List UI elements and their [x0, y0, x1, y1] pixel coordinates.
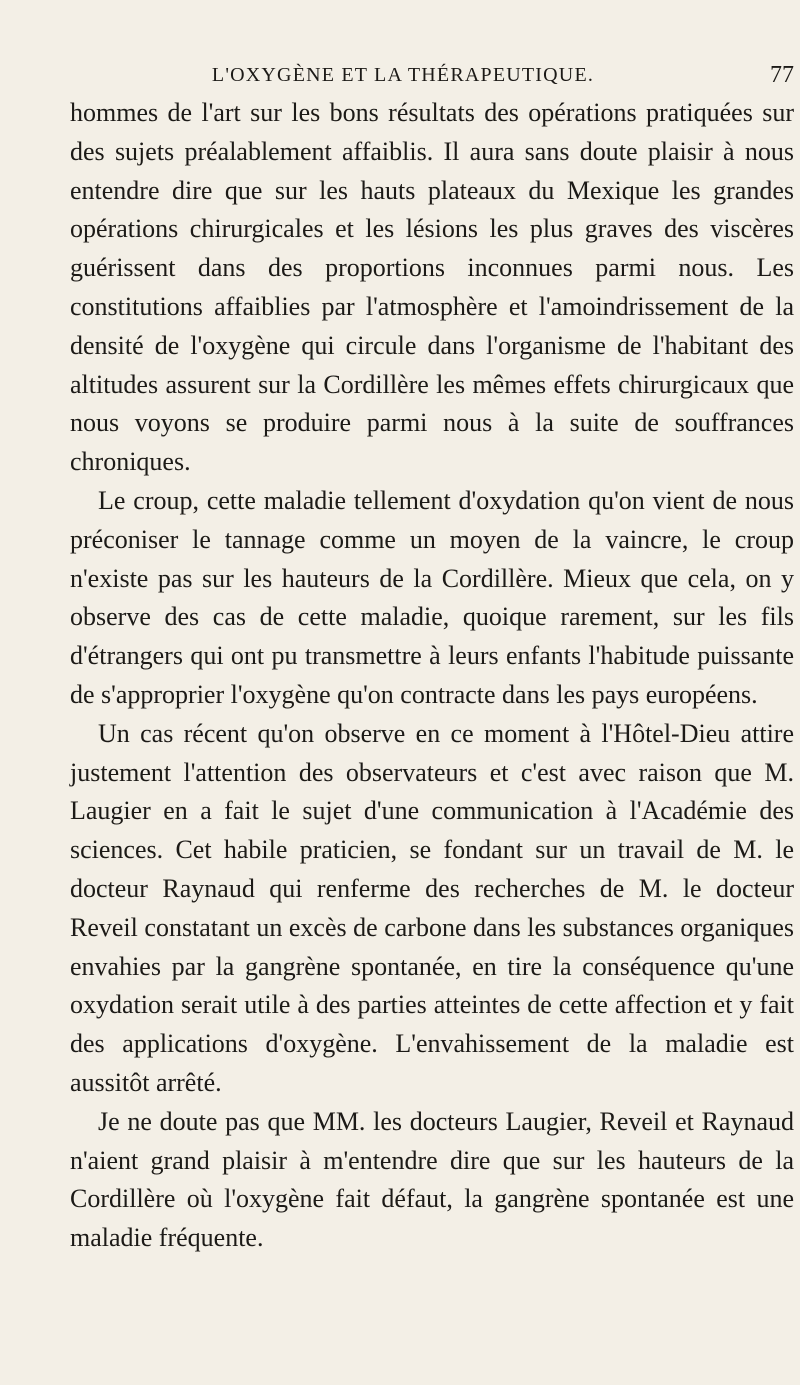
paragraph-hotel-dieu-case: Un cas récent qu'on observe en ce moment à l'Hôtel-Dieu attire justement l'attention des observateurs et c'est avec raison que M. Laugier en a fait le sujet d'une communication à l'Académie des sciences. Cet habile praticien, se fondant sur un travail de M. le docteur Raynaud qui renferme des recherches de M. le docteur Reveil constatant un excès de carbone dans les substances organiques envahies par la gangrène spontanée, en tire la conséquence qu'une oxydation serait utile à des parties atteintes de cette affection et y fait des applications d'oxygène. L'envahissement de la maladie est aussitôt arrêté.	[70, 718, 794, 1097]
paragraph-croup: Le croup, cette maladie tellement d'oxydation qu'on vient de nous préconiser le tannage comme un moyen de la vaincre, le croup n'existe pas sur les hauteurs de la Cordillère. Mieux que cela, on y observe des cas de cette maladie, quoique rarement, sur les fils d'étrangers qui ont pu transmettre à leurs enfants l'habitude puissante de s'approprier l'oxygène qu'on contracte dans les pays européens.	[70, 485, 794, 709]
page-number: 77	[770, 62, 794, 88]
body-text	[70, 94, 794, 1258]
running-head	[72, 60, 794, 90]
running-title: L'OXYGÈNE ET LA THÉRAPEUTIQUE.	[211, 64, 595, 86]
paragraph-gangrene: Je ne doute pas que MM. les docteurs Laugier, Reveil et Raynaud n'aient grand plaisir à m'entendre dire que sur les hauteurs de la Cordillère où l'oxygène fait défaut, la gangrène spontanée est une maladie fréquente.	[70, 1106, 794, 1253]
paragraph-continued: hommes de l'art sur les bons résultats des opérations pratiquées sur des sujets préalablement affaiblis. Il aura sans doute plaisir à nous entendre dire que sur les hauts plateaux du Mexique les grandes opérations chirurgicales et les lésions les plus graves des viscères guérissent dans des proportions inconnues parmi nous. Les constitutions affaiblies par l'atmosphère et l'amoindrissement de la densité de l'oxygène qui circule dans l'organisme de l'habitant des altitudes assurent sur la Cordillère les mêmes effets chirurgicaux que nous voyons se produire parmi nous à la suite de souffrances chroniques.	[70, 98, 794, 477]
